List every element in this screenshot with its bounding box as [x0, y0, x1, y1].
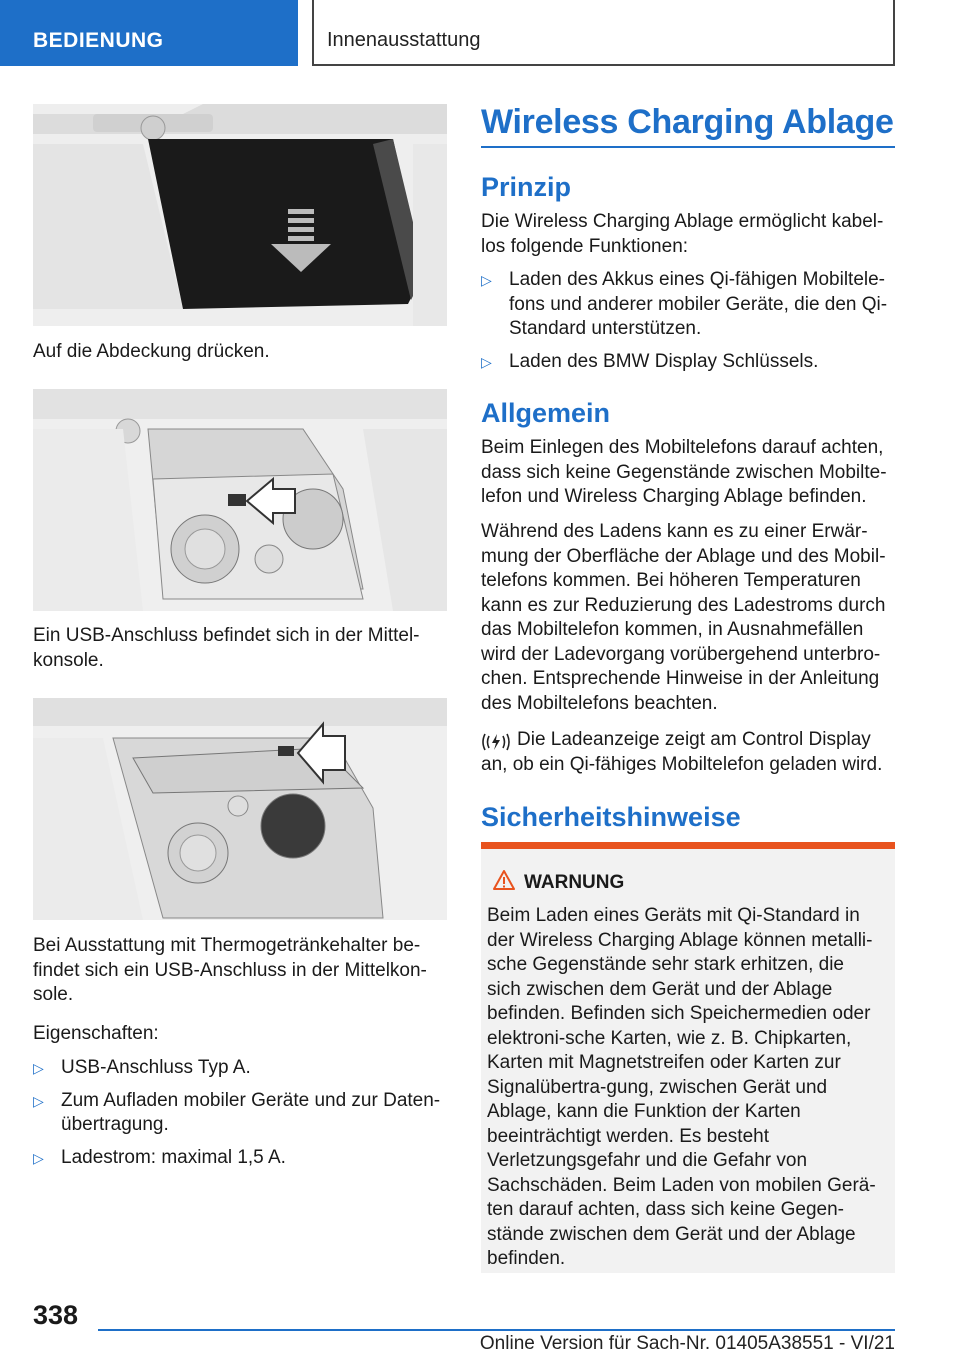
list-item: ▷ Ladestrom: maximal 1,5 A. [33, 1146, 447, 1171]
warning-label: WARNUNG [524, 872, 625, 893]
principle-text: Die Wireless Charging Ablage ermöglicht kabel-los folgende Funktionen: [481, 211, 884, 257]
chapter-title: Innenausstattung [327, 29, 481, 51]
illustration-usb-port [33, 389, 447, 611]
illustration-charging-cover [33, 104, 447, 326]
bullet-triangle-icon: ▷ [33, 1092, 44, 1109]
heading-principle: Prinzip [481, 172, 572, 202]
bullet-triangle-icon: ▷ [33, 1149, 44, 1166]
caption-press-cover: Auf die Abdeckung drücken. [33, 341, 270, 362]
footer-online-version: Online Version für Sach-Nr. 01405A38551 - VI/21 [479, 1333, 895, 1354]
warning-triangle-icon [492, 869, 516, 896]
bullet-triangle-icon: ▷ [481, 272, 492, 288]
list-item: ▷ USB-Anschluss Typ A. [33, 1056, 447, 1081]
warning-box [481, 842, 895, 1273]
general-paragraph-2: Während des Ladens kann es zu einer Erwär-mung der Oberfläche der Ablage und des Mobil-telefons kommen. Bei höheren Temperaturen kann es zur Reduzierung des Ladestroms durch das Mobiltelefon kommen, in Ausnahmefällen wird der Ladevorgang vorübergehend unterbro-chen. Entsprechende Hinweise in der Anleitung des Mobiltelefons beachten. [481, 521, 886, 714]
properties-label: Eigenschaften: [33, 1023, 159, 1044]
list-item: ▷ Laden des BMW Display Schlüssels. [481, 350, 895, 375]
illustration-usb-thermo [33, 698, 447, 920]
title-rule [481, 146, 895, 148]
heading-safety: Sicherheitshinweise [481, 802, 741, 832]
section-tab: BEDIENUNG [0, 0, 298, 66]
footer-rule [98, 1329, 895, 1331]
header-divider-right [893, 0, 895, 66]
page-number: 338 [33, 1300, 79, 1330]
bullet-triangle-icon: ▷ [33, 1060, 44, 1076]
caption-usb-thermo: Bei Ausstattung mit Thermogetränkehalter be-findet sich ein USB-Anschluss in der Mittelkon-sole. [33, 935, 427, 1005]
bullet-triangle-icon: ▷ [481, 353, 492, 370]
heading-general: Allgemein [481, 398, 611, 428]
page-title: Wireless Charging Ablage [481, 103, 894, 141]
list-item: ▷ Zum Aufladen mobiler Geräte und zur Daten-übertragung. [33, 1089, 441, 1135]
warning-bar [481, 842, 895, 849]
caption-usb-location: Ein USB-Anschluss befindet sich in der Mittel-konsole. [33, 625, 420, 671]
general-paragraph-1: Beim Einlegen des Mobiltelefons darauf achten, dass sich keine Gegenstände zwischen Mobilte-lefon und Wireless Charging Ablage befinden. [481, 437, 887, 507]
list-item: ▷ Laden des Akkus eines Qi-fähigen Mobiltele-fons und anderer mobiler Geräte, die den Qi-Standard unterstützen. [481, 269, 888, 339]
principle-list [481, 268, 895, 382]
header-underline [312, 64, 895, 66]
general-paragraph-3: Die Ladeanzeige zeigt am Control Display an, ob ein Qi-fähiges Mobiltelefon geladen wird. [481, 729, 883, 775]
warning-text: Beim Laden eines Geräts mit Qi-Standard in der Wireless Charging Ablage können metalli-sche Gegenstände sehr stark erhitzen, die sich zwischen dem Gerät und der Ablage befinden. Befinden sich Speichermedien oder elektroni-sche Karten, wie z. B. Chipkarten, Karten mit Magnetstreifen oder Karten zur Signalübertra-gung, zwischen Gerät und Ablage, kann die Funktion der Karten beeinträchtigt werden. Es besteht Verletzungsgefahr und die Gefahr von Sachschäden. Beim Laden von mobilen Gerä-ten darauf achten, dass sich keine Gegen-stände zwischen dem Gerät und der Ablage befinden. [487, 905, 876, 1269]
properties-list [33, 1056, 447, 1178]
header-divider [312, 0, 314, 66]
